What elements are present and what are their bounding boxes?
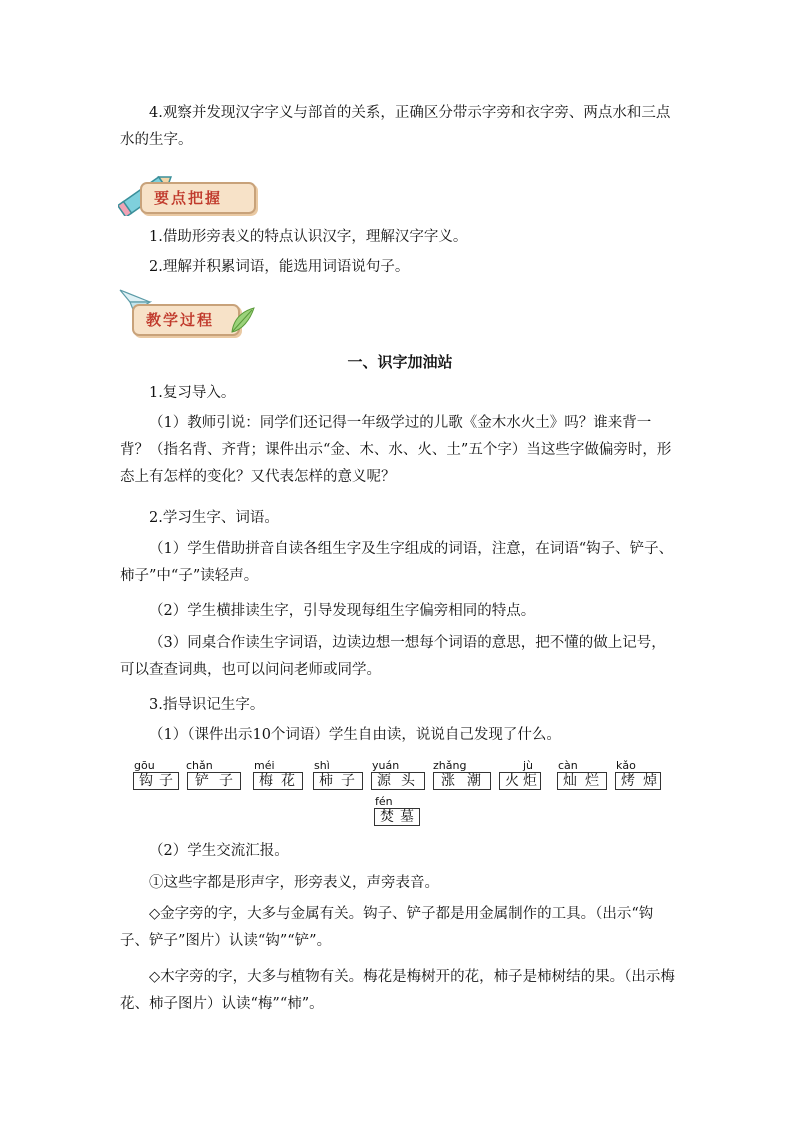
word-char: 铲 (195, 773, 209, 789)
word-char: 花 (281, 773, 295, 789)
word-char: 头 (401, 773, 415, 789)
paragraph-row-read: （2）学生横排读生字，引导发现每组生字偏旁相同的特点。 (149, 603, 536, 619)
word-char: 钩 (139, 773, 153, 789)
paragraph-learn-words: 2.学习生字、词语。 (149, 510, 279, 526)
word-char: 烂 (585, 773, 599, 789)
word-char: 焚 (380, 809, 394, 825)
process-badge-label: 教学过程 (146, 311, 215, 329)
word-char: 涨 (441, 773, 455, 789)
paragraph-show-words: （1）（课件出示10个词语）学生自由读，说说自己发现了什么。 (149, 727, 561, 743)
word-char: 墓 (400, 809, 414, 825)
paragraph-phonetic: ①这些字都是形声字，形旁表义，声旁表音。 (149, 875, 439, 891)
pinyin: gōu (134, 759, 155, 772)
pinyin: kǎo (616, 759, 636, 772)
word-row-2 (133, 796, 693, 832)
word-char: 梅 (259, 773, 273, 789)
pinyin: shì (314, 759, 330, 772)
word-char: 子 (159, 773, 173, 789)
word-char: 源 (377, 773, 391, 789)
word-char: 子 (219, 773, 233, 789)
word-char: 焯 (643, 773, 657, 789)
pinyin: zhǎng (433, 759, 467, 772)
pinyin: jù (523, 759, 534, 772)
word-char: 柿 (319, 773, 333, 789)
key-points-badge (118, 170, 258, 216)
word-char: 烤 (621, 773, 635, 789)
word-char: 炬 (523, 773, 537, 789)
pinyin: fén (375, 795, 393, 808)
key-point-1: 1.借助形旁表义的特点认识汉字，理解汉字字义。 (149, 229, 468, 245)
word-char: 火 (505, 773, 519, 789)
word-char: 子 (341, 773, 355, 789)
process-badge (118, 288, 258, 338)
section-title: 一、识字加油站 (347, 353, 453, 371)
paragraph-pair-read: （3）同桌合作读生字词语，边读边想一想每个词语的意思，把不懂的做上记号，可以查查词典，也可以问问老师或同学。 (120, 635, 666, 678)
pinyin: méi (254, 759, 275, 772)
word-char: 潮 (467, 773, 481, 789)
paragraph-report: （2）学生交流汇报。 (149, 843, 289, 859)
paragraph-metal-radical: ◇金字旁的字，大多与金属有关。钩子、铲子都是用金属制作的工具。（出示“钩子、铲子”图片）认读“钩”“铲”。 (120, 906, 654, 949)
pinyin: chǎn (186, 759, 213, 772)
leaf-icon (228, 306, 256, 336)
key-point-2: 2.理解并积累词语，能选用词语说句子。 (149, 259, 410, 275)
pinyin: yuán (372, 759, 400, 772)
paragraph-review: 1.复习导入。 (149, 385, 236, 401)
paragraph-wood-radical: ◇木字旁的字，大多与植物有关。梅花是梅树开的花，柿子是柿树结的果。（出示梅花、柿子图片）认读“梅”“柿”。 (120, 969, 675, 1012)
paragraph-self-read: （1）学生借助拼音自读各组生字及生字组成的词语，注意，在词语“钩子、铲子、柿子”中“子”读轻声。 (120, 541, 674, 584)
word-char: 灿 (563, 773, 577, 789)
paragraph-teacher-intro: （1）教师引说：同学们还记得一年级学过的儿歌《金木水火土》吗？谁来背一背？（指名背、齐背；课件出示“金、木、水、火、土”五个字）当这些字做偏旁时，形态上有怎样的变化？又代表怎样的意义呢？ (120, 415, 672, 485)
paragraph-guide-memory: 3.指导识记生字。 (149, 697, 265, 713)
word-row (133, 760, 693, 796)
key-points-badge-label: 要点把握 (154, 189, 223, 207)
pinyin: càn (558, 759, 578, 772)
objective-item-4: 4.观察并发现汉字字义与部首的关系，正确区分带示字旁和衣字旁、两点水和三点水的生字。 (120, 105, 671, 148)
